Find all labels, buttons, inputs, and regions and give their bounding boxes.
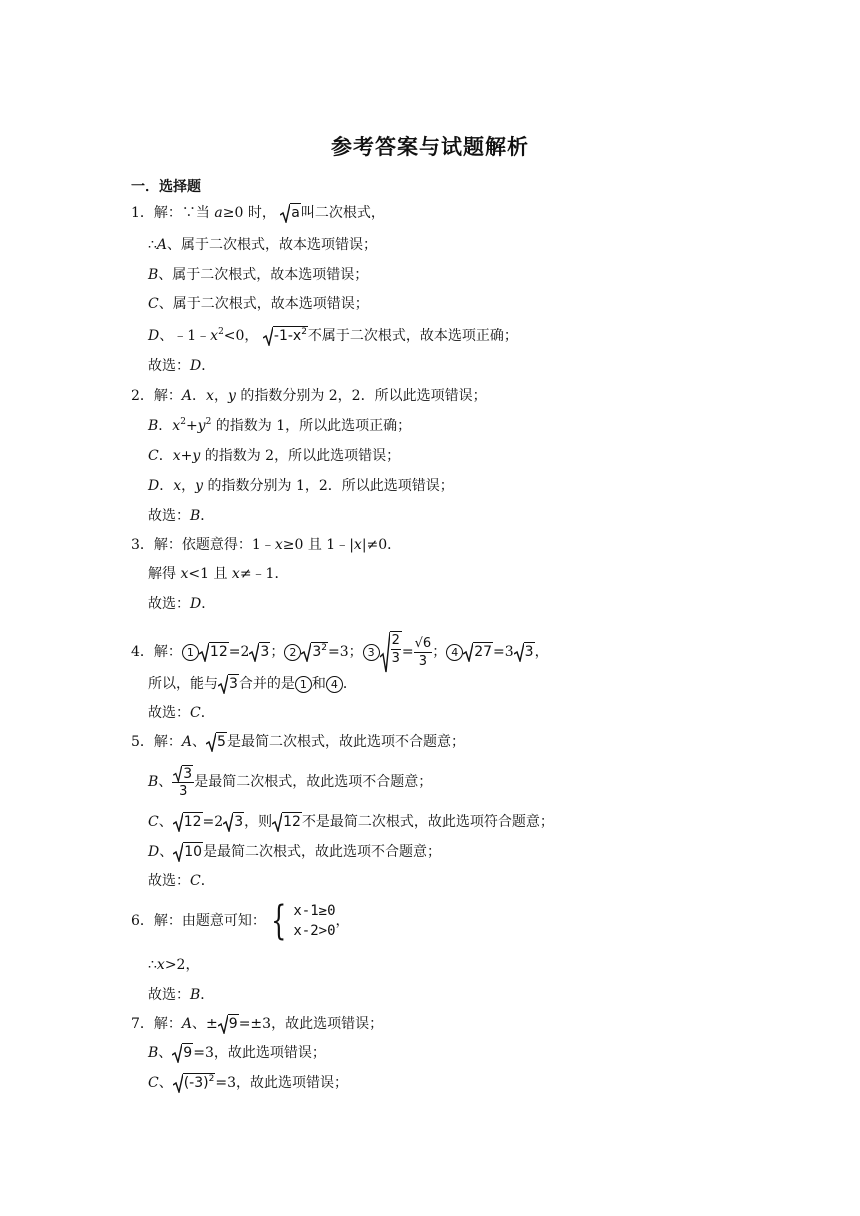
q5-line-1: 5．解：A、 5 是最简二次根式，故此选项不合题意；	[131, 734, 465, 750]
sqrt-5: 5	[206, 732, 227, 752]
left-brace-icon: {	[271, 898, 287, 944]
q5-answer: 故选：C．	[148, 873, 215, 889]
sqrt-3: 3	[218, 674, 239, 694]
section-heading: 一．选择题	[131, 179, 201, 195]
sqrt-10: 10	[173, 842, 203, 862]
q4-answer: 故选：C．	[148, 705, 215, 721]
q1-number: 1．	[131, 205, 154, 221]
q7-line-3: C、 $(-3)^2$ =3，故此选项错误；	[148, 1074, 348, 1091]
q1-line-4: C、属于二次根式，故本选项错误；	[148, 296, 369, 312]
q3-answer: 故选：D．	[148, 596, 216, 612]
q1-line-5: D、$﹣1﹣x^2<0$， $-1-x^2$ 不属于二次根式，故本选项正确；	[148, 327, 518, 344]
sqrt6-over-3: $\frac{√6}{3}$	[414, 635, 432, 669]
q4-line-1: 4．解： 1 12 =2 3 ； 2 $3^2$ =3； 3 $\frac{2}{3}$ = $\frac{√6}{3}$ ； 4 27 =3 3 ，	[131, 630, 549, 674]
circled-4: 4	[446, 644, 463, 661]
page-title: 参考答案与试题解析	[331, 135, 529, 159]
sqrt-neg3-squared: $(-3)^2$	[173, 1073, 216, 1093]
sqrt-two-thirds: $\frac{2}{3}$	[380, 631, 402, 673]
q3-line-2: 解得 x<1 且 x≠﹣1．	[148, 566, 289, 582]
q2-line-3: C．x+y 的指数为 2，所以此选项错误；	[148, 448, 401, 464]
sqrt-27: 27	[463, 642, 493, 662]
circled-1: 1	[182, 644, 199, 661]
q7-line-2: B、 9 =3，故此选项错误；	[148, 1045, 326, 1061]
sqrt-3-squared: $3^2$	[301, 642, 328, 662]
q5-line-4: D、 10 是最简二次根式，故此选项不合题意；	[148, 844, 442, 860]
inequality-system: { x-1≥0 x-2>0	[271, 898, 336, 944]
q6-answer: 故选：B．	[148, 987, 215, 1003]
sqrt3-over-3: $\frac{3}{3}$	[172, 765, 194, 800]
sqrt-9: 9	[172, 1043, 193, 1063]
q6-line-2: ∴x>2，	[148, 957, 200, 973]
q1-answer: 故选：D．	[148, 358, 216, 374]
q2-line-2: B．$x^2+y^2$ 的指数为 1，所以此选项正确；	[148, 417, 412, 434]
q2-answer: 故选：B．	[148, 508, 215, 524]
sqrt-12: 12	[272, 812, 302, 832]
sqrt-12: 12	[199, 642, 229, 662]
q1-line-3: B、属于二次根式，故本选项错误；	[148, 267, 369, 283]
q7-number: 7．	[131, 1016, 154, 1032]
sqrt-9: 9	[218, 1014, 239, 1034]
circled-3: 3	[363, 644, 380, 661]
q5-line-3: C、 12 =2 3 ，则 12 不是最简二次根式，故此选项符合题意；	[148, 814, 554, 830]
circled-2: 2	[284, 644, 301, 661]
q3-line-1: 3．解：依题意得：1﹣x≥0 且 1﹣|x|≠0．	[131, 537, 402, 553]
q1-line-1: 1．解：∵当 a≥0 时， a 叫二次根式，	[131, 205, 385, 221]
q2-number: 2．	[131, 388, 154, 404]
q4-line-2: 所以，能与 3 合并的是 1 和 4 ．	[148, 676, 357, 692]
sqrt-3: 3	[514, 642, 535, 662]
sqrt-3: 3	[223, 812, 244, 832]
sqrt-12: 12	[173, 812, 203, 832]
sqrt-a: a	[280, 203, 301, 223]
circled-4: 4	[326, 676, 343, 693]
sqrt-3: 3	[249, 642, 270, 662]
q7-line-1: 7．解：A、± 9 =±3，故此选项错误；	[131, 1016, 384, 1032]
circled-1: 1	[295, 676, 312, 693]
q3-number: 3．	[131, 537, 154, 553]
q5-line-2: B、 $\frac{3}{3}$ 是最简二次根式，故此选项不合题意；	[148, 765, 433, 799]
q2-line-4: D．x，y 的指数分别为 1，2．所以此选项错误；	[148, 478, 454, 494]
sqrt-neg1-minus-x2: $-1-x^2$	[263, 326, 308, 346]
q2-line-1: 2．解：A．x，y 的指数分别为 2，2．所以此选项错误；	[131, 388, 487, 404]
q1-line-2: ∴A、属于二次根式，故本选项错误；	[148, 237, 378, 253]
q4-number: 4．	[131, 644, 154, 660]
q6-line-1: 6．解：由题意可知： { x-1≥0 x-2>0 ，	[131, 898, 350, 944]
q5-number: 5．	[131, 734, 154, 750]
q6-number: 6．	[131, 913, 154, 929]
